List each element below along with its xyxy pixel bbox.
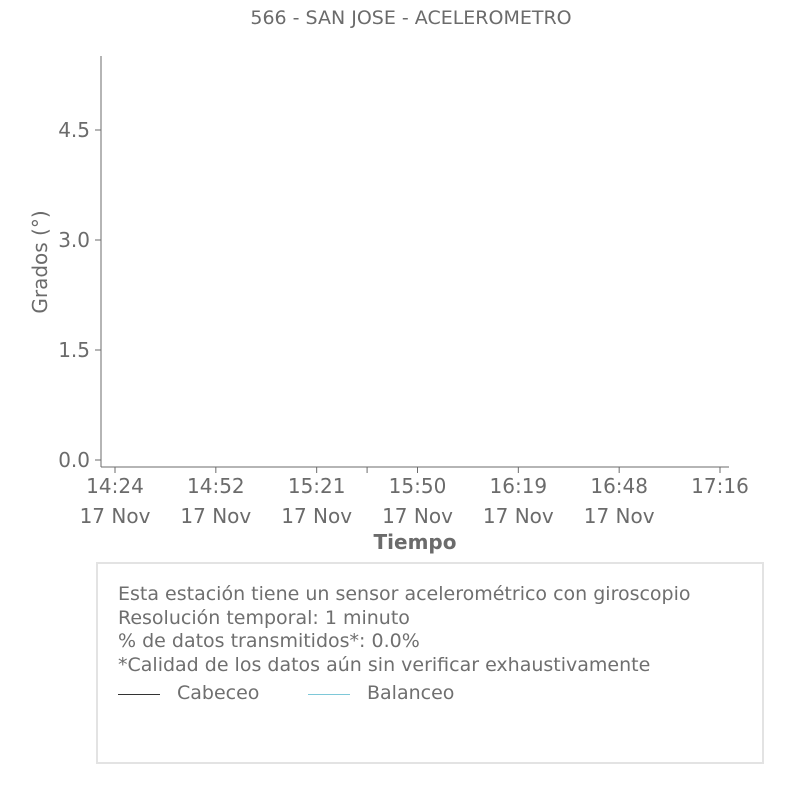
x-tick-date-label: 17 Nov — [382, 504, 453, 528]
x-tick-time-label: 15:50 — [388, 474, 447, 498]
x-tick-time-label: 16:19 — [489, 474, 548, 498]
x-tick-date-label: 17 Nov — [583, 504, 655, 528]
chart-title: 566 - SAN JOSE - ACELEROMETRO — [250, 7, 572, 29]
legend-info-box — [96, 562, 764, 764]
info-resolution-text: Resolución temporal: 1 minuto — [118, 607, 410, 629]
x-ticks — [80, 467, 749, 528]
y-tick-label: 1.5 — [58, 338, 90, 362]
info-quality-text: *Calidad de los datos aún sin verificar exhaustivamente — [118, 654, 651, 676]
x-tick-time-label: 14:24 — [86, 474, 144, 498]
y-ticks — [58, 118, 101, 472]
x-tick-time-label: 15:21 — [287, 474, 346, 498]
legend-label-cabeceo: Cabeceo — [177, 682, 260, 704]
x-tick-date-label: 17 Nov — [482, 504, 554, 528]
y-tick-label: 4.5 — [58, 118, 90, 142]
legend-label-balanceo: Balanceo — [367, 682, 455, 704]
info-transmitted-text: % de datos transmitidos*: 0.0% — [118, 630, 420, 652]
y-tick-label: 0.0 — [58, 448, 90, 472]
x-tick-date-label: 17 Nov — [281, 504, 353, 528]
legend-swatch-balanceo — [308, 694, 350, 695]
x-tick-time-label: 16:48 — [590, 474, 648, 498]
x-tick-date-label: 17 Nov — [79, 504, 151, 528]
x-tick-date-label: 17 Nov — [180, 504, 252, 528]
x-tick-time-label: 17:16 — [691, 474, 749, 498]
legend-swatch-cabeceo — [118, 694, 160, 695]
info-sensor-text: Esta estación tiene un sensor acelerométrico con giroscopio — [118, 583, 691, 605]
x-tick-time-label: 14:52 — [187, 474, 245, 498]
y-tick-label: 3.0 — [58, 228, 90, 252]
x-axis-label: Tiempo — [373, 530, 457, 554]
y-axis-label: Grados (°) — [28, 210, 52, 314]
